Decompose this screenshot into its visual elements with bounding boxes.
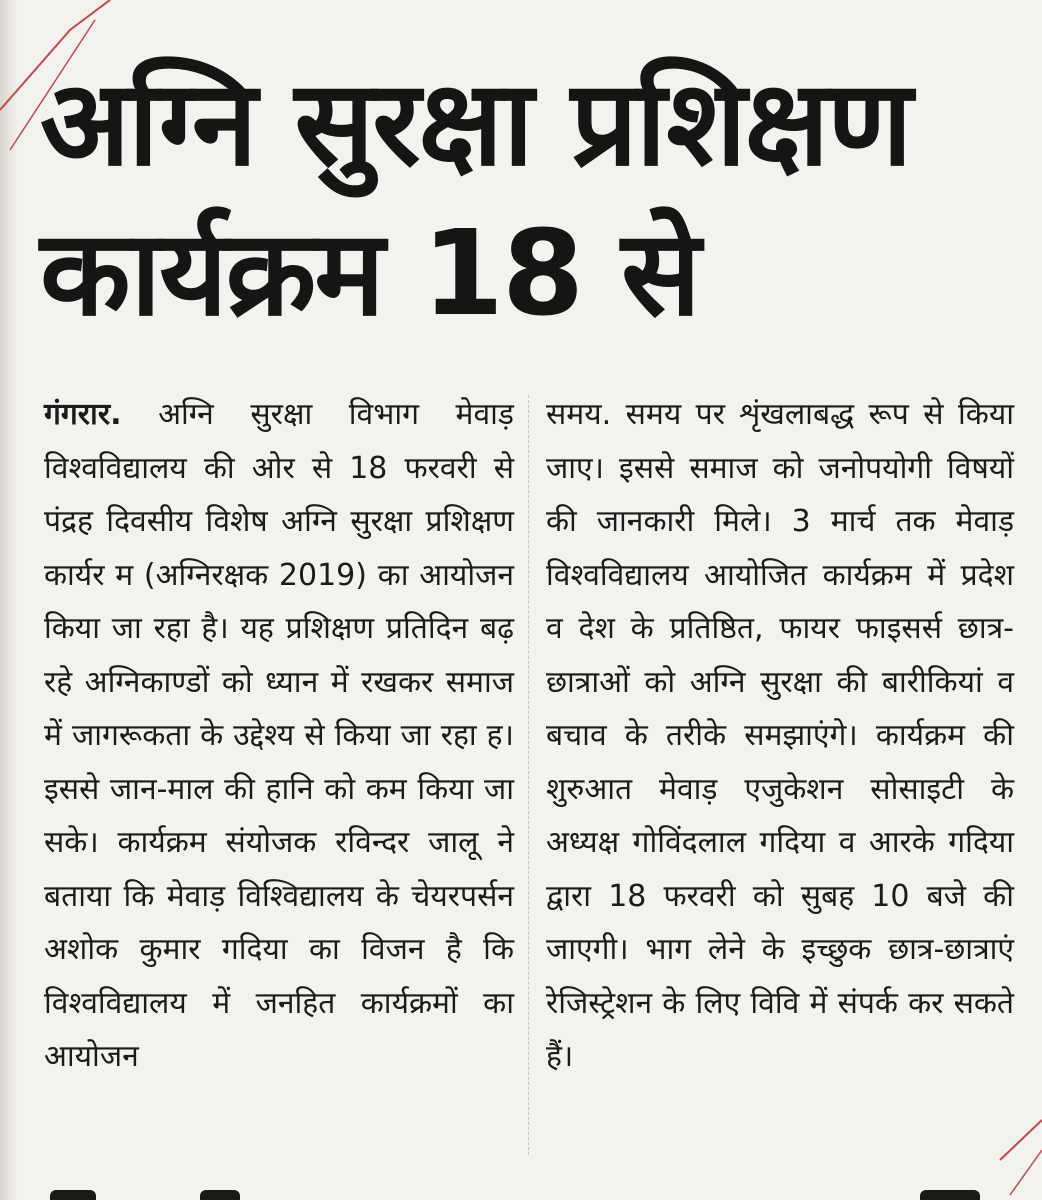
- article-left-text: अग्नि सुरक्षा विभाग मेवाड़ विश्वविद्यालय की ओर से 18 फरवरी से पंद्रह दिवसीय विशेष अग्नि सुरक्षा प्रशिक्षण कार्यर म (अग्निरक्षक 2019) का आयोजन किया जा रहा है। यह प्रशिक्षण प्रतिदिन बढ़ रहे अग्निकाण्डों को ध्यान में रखकर समाज में जागरूकता के उद्देश्य से किया जा रहा ह। इससे जान-माल की हानि को कम किया जा सके। कार्यक्रम संयोजक रविन्दर जालू ने बताया कि मेवाड़ विश्विद्यालय के चेयरपर्सन अशोक कुमार गदिया का विजन है कि विश्वविद्यालय में जनहित कार्यक्रमों का आयोजन: [44, 397, 514, 1074]
- headline-line-2: कार्यक्रम 18 से: [40, 204, 699, 342]
- headline-line-1: अग्नि सुरक्षा प्रशिक्षण: [40, 54, 911, 192]
- article-dateline: गंगरार.: [44, 397, 122, 432]
- column-divider: [528, 395, 529, 1155]
- headline: [40, 48, 1000, 348]
- article-left-column: [44, 388, 514, 1084]
- article-right-text: समय. समय पर शृंखलाबद्ध रूप से किया जाए। इससे समाज को जनोपयोगी विषयों की जानकारी मिले। 3 मार्च तक मेवाड़ विश्वविद्यालय आयोजित कार्यक्रम में प्रदेश व देश के प्रतिष्ठित, फायर फाइसर्स छात्र-छात्राओं को अग्नि सुरक्षा की बारीकियां व बचाव के तरीके समझाएंगे। कार्यक्रम की शुरुआत मेवाड़ एजुकेशन सोसाइटी के अध्यक्ष गोविंदलाल गदिया व आरके गदिया द्वारा 18 फरवरी को सुबह 10 बजे की जाएगी। भाग लेने के इच्छुक छात्र-छात्राएं रेजिस्ट्रेशन के लिए विवि में संपर्क कर सकते हैं।: [546, 397, 1014, 1074]
- article-right-column: [546, 388, 1014, 1084]
- paper-edge: [0, 0, 18, 1200]
- cut-off-next-headline: [40, 1186, 1020, 1200]
